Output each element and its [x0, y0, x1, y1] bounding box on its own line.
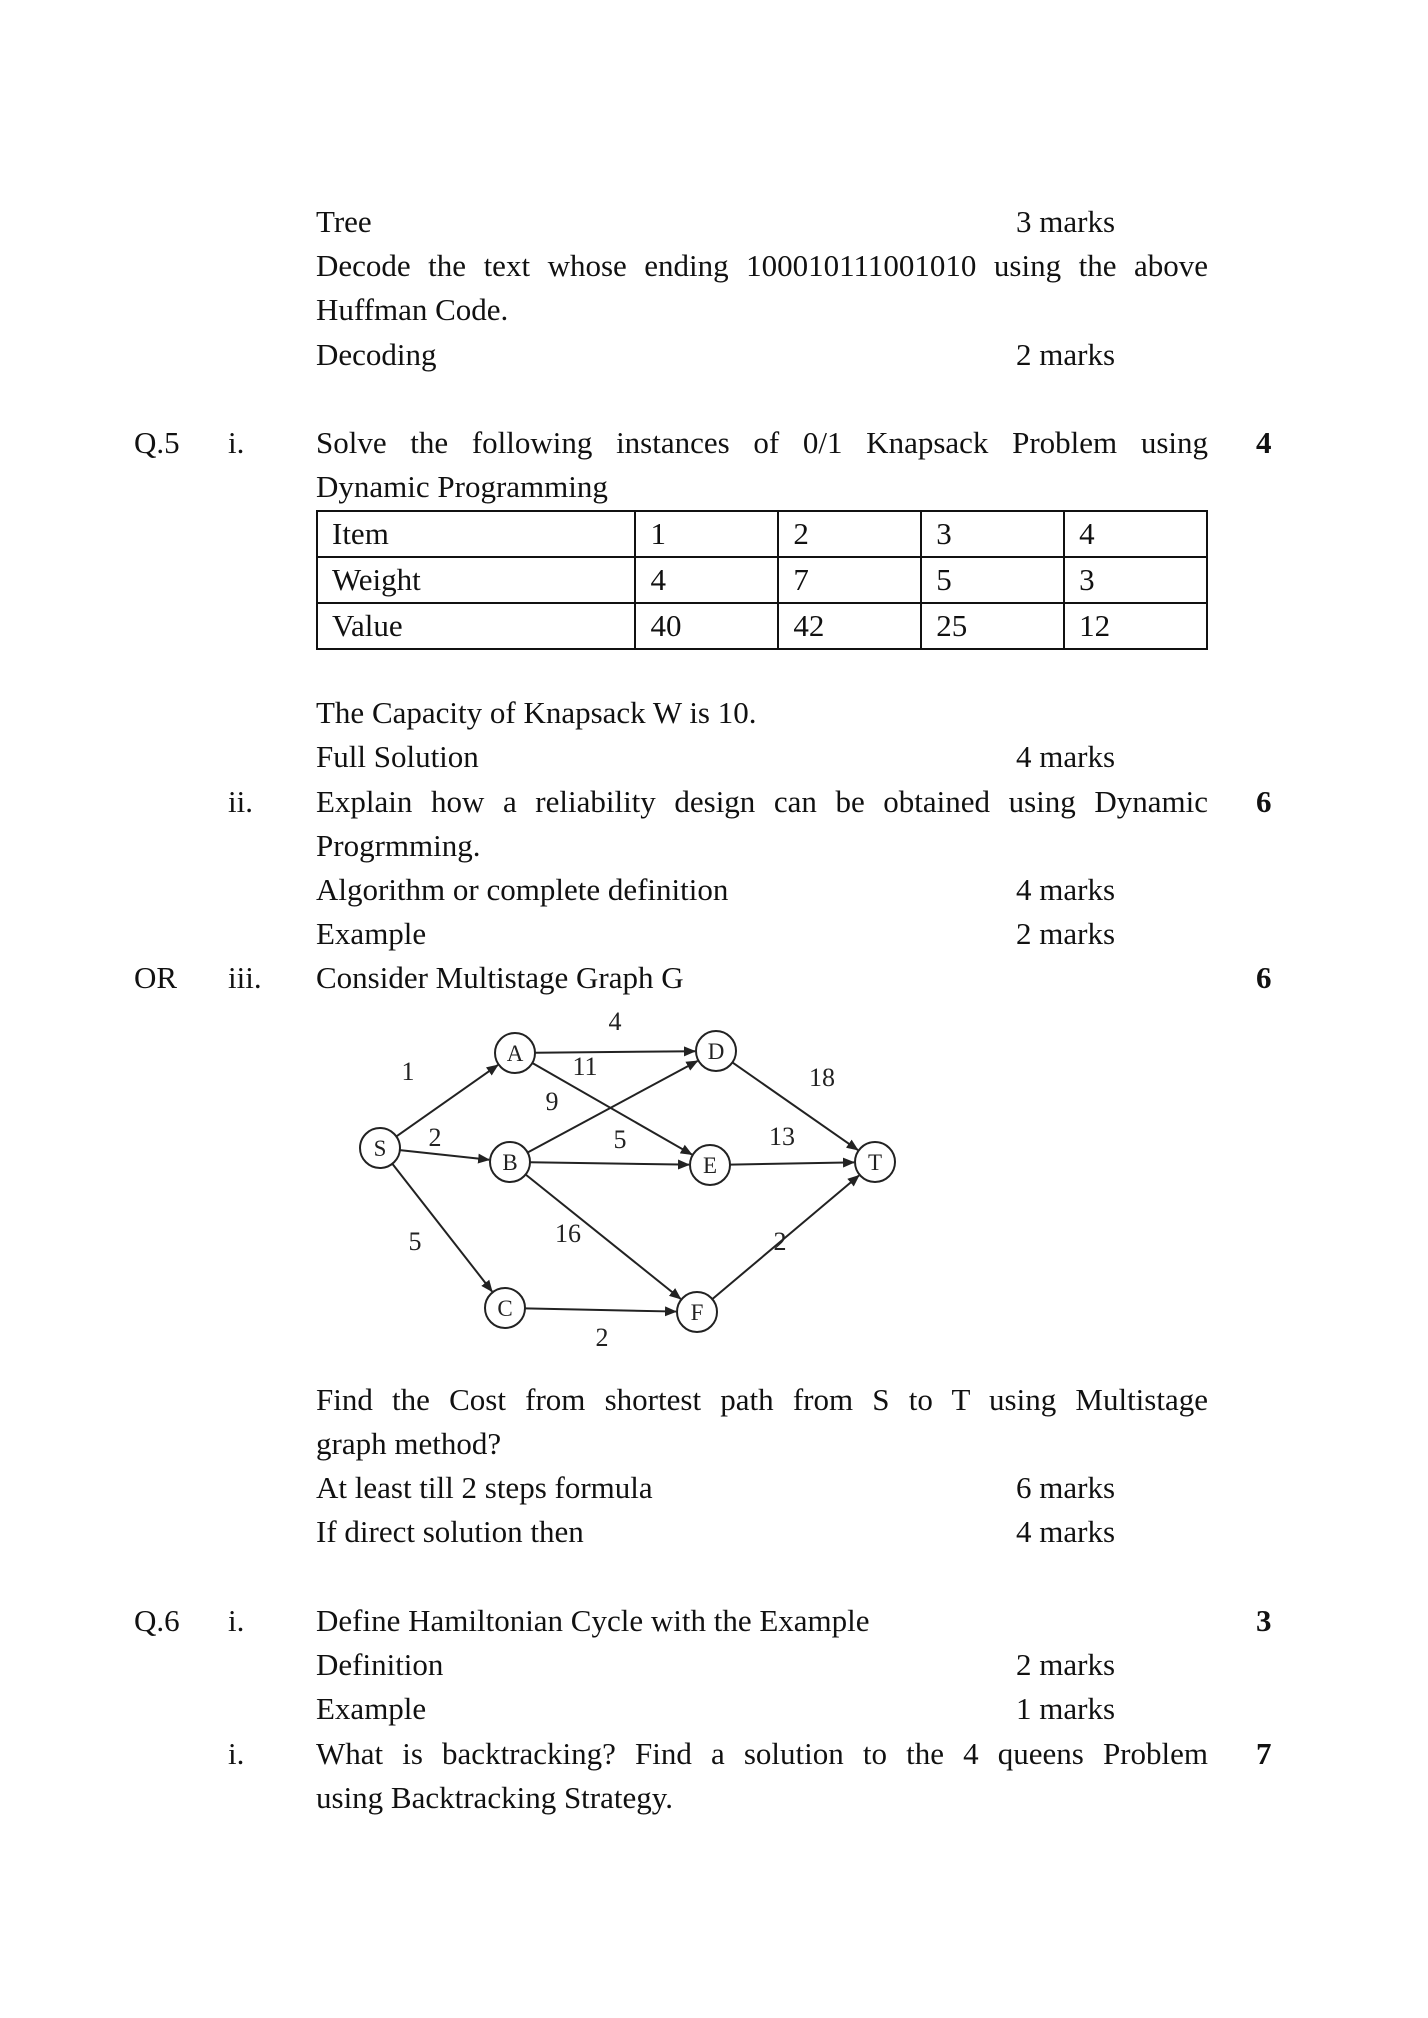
table-row — [317, 603, 1207, 649]
table-cell: 2 — [778, 511, 921, 557]
table-cell: 40 — [635, 603, 778, 649]
decoding-marks: 2 marks — [1016, 337, 1116, 372]
edge-S-B — [400, 1150, 489, 1160]
table-cell: 3 — [921, 511, 1064, 557]
q6-ii-line-2: using Backtracking Strategy. — [316, 1780, 673, 1815]
decoding-label: Decoding — [316, 337, 437, 372]
table-cell: Value — [317, 603, 635, 649]
table-cell: 42 — [778, 603, 921, 649]
definition-marks: 2 marks — [1016, 1647, 1116, 1682]
table-row — [317, 511, 1207, 557]
q5-ii-marks: 6 — [1256, 784, 1272, 819]
example-label: Example — [316, 916, 427, 951]
find-line-1: Find the Cost from shortest path from S to T using Multistage — [316, 1382, 1208, 1417]
table-cell: Item — [317, 511, 635, 557]
edge-weight-D-T: 18 — [809, 1063, 835, 1092]
node-label-F: F — [690, 1300, 704, 1325]
table-row — [317, 557, 1207, 603]
q5-ii-label: ii. — [228, 784, 253, 819]
node-label-E: E — [702, 1153, 718, 1178]
q6-example-label: Example — [316, 1691, 427, 1726]
algorithm-label: Algorithm or complete definition — [316, 872, 729, 907]
decode-line-2: Huffman Code. — [316, 292, 509, 327]
q5-ii-line-2: Progrmming. — [316, 828, 481, 863]
edge-weight-B-D: 9 — [545, 1087, 559, 1116]
table-cell: 5 — [921, 557, 1064, 603]
node-S — [360, 1128, 400, 1168]
tree-marks: 3 marks — [1016, 204, 1116, 239]
edge-E-T — [730, 1162, 854, 1164]
edge-weight-E-T: 13 — [769, 1122, 795, 1151]
q5-iii-marks: 6 — [1256, 960, 1272, 995]
edge-weight-A-D: 4 — [608, 1010, 622, 1036]
q6-i-line-1: Define Hamiltonian Cycle with the Example — [316, 1603, 870, 1638]
multistage-graph — [340, 1010, 920, 1360]
full-solution-marks: 4 marks — [1016, 739, 1116, 774]
table-cell: 7 — [778, 557, 921, 603]
q6-i-marks: 3 — [1256, 1603, 1272, 1638]
node-A — [495, 1033, 535, 1073]
node-label-A: A — [506, 1041, 524, 1066]
node-C — [485, 1288, 525, 1328]
edge-weight-B-F: 16 — [555, 1219, 581, 1248]
knapsack-table — [316, 510, 1208, 650]
definition-label: Definition — [316, 1647, 444, 1682]
capacity-text: The Capacity of Knapsack W is 10. — [316, 695, 757, 730]
edge-weight-B-E: 5 — [613, 1125, 627, 1154]
q5-number: Q.5 — [134, 425, 180, 460]
node-label-S: S — [373, 1136, 387, 1161]
q5-i-line-1: Solve the following instances of 0/1 Knapsack Problem using — [316, 425, 1208, 460]
q6-i-label: i. — [228, 1603, 245, 1638]
q5-iii-label: iii. — [228, 960, 262, 995]
edge-weight-A-E: 11 — [572, 1052, 598, 1081]
node-F — [677, 1292, 717, 1332]
node-T — [855, 1142, 895, 1182]
node-label-T: T — [867, 1150, 883, 1175]
edge-B-F — [526, 1175, 681, 1299]
edge-C-F — [525, 1308, 676, 1311]
steps-marks: 6 marks — [1016, 1470, 1116, 1505]
q5-ii-line-1: Explain how a reliability design can be obtained using Dynamic — [316, 784, 1208, 819]
direct-label: If direct solution then — [316, 1514, 584, 1549]
decode-line-1: Decode the text whose ending 100010111001010 using the above — [316, 248, 1208, 283]
q5-i-line-2: Dynamic Programming — [316, 469, 608, 504]
node-label-C: C — [497, 1296, 513, 1321]
full-solution-label: Full Solution — [316, 739, 479, 774]
node-E — [690, 1145, 730, 1185]
node-B — [490, 1142, 530, 1182]
node-label-B: B — [502, 1150, 518, 1175]
q6-example-marks: 1 marks — [1016, 1691, 1116, 1726]
table-cell: 4 — [635, 557, 778, 603]
or-label: OR — [134, 960, 178, 995]
table-cell: 12 — [1064, 603, 1207, 649]
table-cell: 25 — [921, 603, 1064, 649]
q5-iii-line-1: Consider Multistage Graph G — [316, 960, 684, 995]
edge-weight-S-B: 2 — [428, 1123, 442, 1152]
edge-weight-F-T: 2 — [773, 1227, 787, 1256]
table-cell: 4 — [1064, 511, 1207, 557]
q6-number: Q.6 — [134, 1603, 180, 1638]
example-marks: 2 marks — [1016, 916, 1116, 951]
q6-ii-line-1: What is backtracking? Find a solution to the 4 queens Problem — [316, 1736, 1208, 1771]
edge-S-C — [392, 1164, 492, 1292]
q6-ii-label: i. — [228, 1736, 245, 1771]
edge-B-E — [530, 1162, 689, 1164]
edge-weight-C-F: 2 — [595, 1323, 609, 1352]
node-D — [696, 1031, 736, 1071]
algorithm-marks: 4 marks — [1016, 872, 1116, 907]
tree-label: Tree — [316, 204, 372, 239]
table-cell: 1 — [635, 511, 778, 557]
table-cell: 3 — [1064, 557, 1207, 603]
q6-ii-marks: 7 — [1256, 1736, 1272, 1771]
q5-i-label: i. — [228, 425, 245, 460]
q5-i-marks: 4 — [1256, 425, 1272, 460]
table-cell: Weight — [317, 557, 635, 603]
direct-marks: 4 marks — [1016, 1514, 1116, 1549]
edge-A-D — [535, 1051, 695, 1053]
edge-weight-S-C: 5 — [408, 1227, 422, 1256]
find-line-2: graph method? — [316, 1426, 502, 1461]
steps-label: At least till 2 steps formula — [316, 1470, 653, 1505]
edge-D-T — [732, 1062, 857, 1150]
node-label-D: D — [707, 1039, 725, 1064]
edge-weight-S-A: 1 — [401, 1057, 415, 1086]
